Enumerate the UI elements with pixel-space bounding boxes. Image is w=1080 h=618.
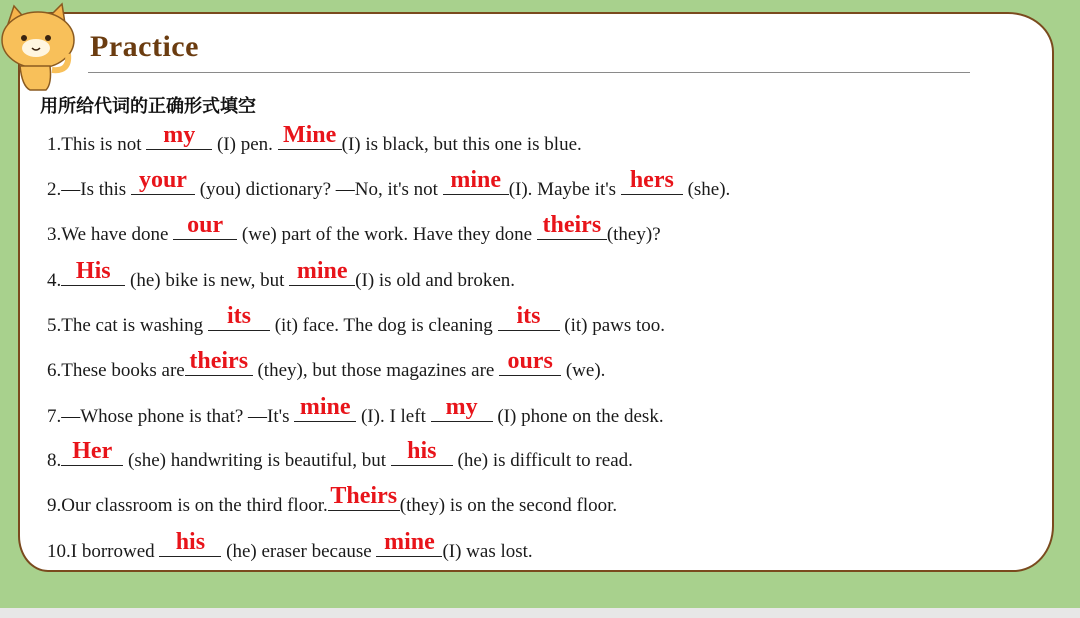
answer-blank[interactable]	[159, 529, 221, 557]
answer-blank[interactable]	[431, 394, 493, 422]
answer-blank[interactable]	[376, 529, 442, 557]
answer-text: his	[175, 529, 206, 555]
question-text: (it) face. The dog is cleaning	[269, 315, 498, 336]
answer-text: mine	[296, 258, 348, 284]
answer-text: theirs	[542, 212, 602, 238]
answer-blank[interactable]	[621, 167, 683, 195]
answer-blank[interactable]	[499, 348, 561, 376]
answer-blank[interactable]	[61, 258, 125, 286]
answer-text: its	[516, 303, 541, 329]
question-text: (it) paws too.	[559, 315, 666, 336]
question-text: (we).	[561, 360, 606, 381]
question-text: (I) is black, but this one is blue.	[341, 134, 582, 155]
question-text: (we) part of the work. Have they done	[237, 224, 537, 245]
answer-text: mine	[384, 529, 435, 555]
question-5	[47, 303, 666, 338]
question-9	[47, 483, 618, 518]
page-title: Practice	[90, 30, 199, 63]
answer-blank[interactable]	[391, 438, 453, 466]
question-text: (I). I left	[356, 406, 431, 427]
question-7	[47, 394, 664, 429]
question-3	[47, 212, 661, 247]
answer-blank[interactable]	[61, 438, 123, 466]
title-divider	[88, 72, 970, 73]
question-text: (I) is old and broken.	[355, 270, 516, 291]
answer-blank[interactable]	[294, 394, 356, 422]
answer-text: theirs	[189, 348, 249, 374]
question-text: (she).	[682, 179, 731, 200]
question-text: (she) handwriting is beautiful, but	[123, 450, 391, 471]
answer-blank[interactable]	[131, 167, 195, 195]
question-text: (I) phone on the desk.	[492, 406, 664, 427]
question-text: (I). Maybe it's	[508, 179, 621, 200]
question-text: 5.The cat is washing	[47, 315, 208, 336]
answer-blank[interactable]	[443, 167, 509, 195]
question-1	[47, 122, 582, 157]
question-4	[47, 258, 516, 293]
question-text: (they)?	[606, 224, 661, 245]
question-text: 7.—Whose phone is that? —It's	[47, 406, 295, 427]
question-text: 1.This is not	[47, 134, 147, 155]
question-text: 2.—Is this	[47, 179, 131, 200]
answer-text: your	[138, 167, 187, 193]
question-text: (they) is on the second floor.	[399, 495, 618, 516]
question-text: 3.We have done	[47, 224, 174, 245]
answer-blank[interactable]	[498, 303, 560, 331]
question-6	[47, 348, 606, 383]
answer-blank[interactable]	[173, 212, 237, 240]
question-text: (you) dictionary? —No, it's not	[194, 179, 443, 200]
question-text: 10.I borrowed	[47, 541, 160, 562]
answer-text: my	[445, 394, 478, 420]
question-text: (he) bike is new, but	[125, 270, 290, 291]
answer-text: Her	[72, 438, 113, 464]
answer-text: Theirs	[330, 483, 398, 509]
answer-text: His	[75, 258, 111, 284]
answer-blank[interactable]	[146, 122, 212, 150]
question-text: 4.	[47, 270, 62, 291]
cat-mascot-icon	[0, 0, 80, 92]
question-text: (he) is difficult to read.	[452, 450, 633, 471]
bottom-strip	[0, 608, 1080, 618]
question-8	[47, 438, 633, 473]
question-text: (I) pen.	[212, 134, 278, 155]
answer-text: mine	[450, 167, 502, 193]
question-text: (I) was lost.	[442, 541, 533, 562]
answer-blank[interactable]	[537, 212, 607, 240]
answer-text: his	[407, 438, 437, 464]
question-2	[47, 167, 731, 202]
answer-text: hers	[629, 167, 674, 193]
question-text: (they), but those magazines are	[252, 360, 500, 381]
question-text: (he) eraser because	[221, 541, 377, 562]
answer-text: our	[187, 212, 224, 238]
answer-blank[interactable]	[185, 348, 253, 376]
answer-blank[interactable]	[278, 122, 342, 150]
answer-text: my	[163, 122, 196, 148]
instruction-text: 用所给代词的正确形式填空	[40, 96, 256, 117]
answer-blank[interactable]	[328, 483, 400, 511]
answer-text: ours	[507, 348, 553, 374]
answer-blank[interactable]	[289, 258, 355, 286]
answer-text: Mine	[282, 122, 337, 148]
question-10	[47, 529, 533, 564]
answer-blank[interactable]	[208, 303, 270, 331]
question-text: 6.These books are	[47, 360, 185, 381]
question-text: 9.Our classroom is on the third floor.	[47, 495, 328, 516]
question-text: 8.	[47, 450, 62, 471]
answer-text: its	[226, 303, 251, 329]
answer-text: mine	[299, 394, 351, 420]
